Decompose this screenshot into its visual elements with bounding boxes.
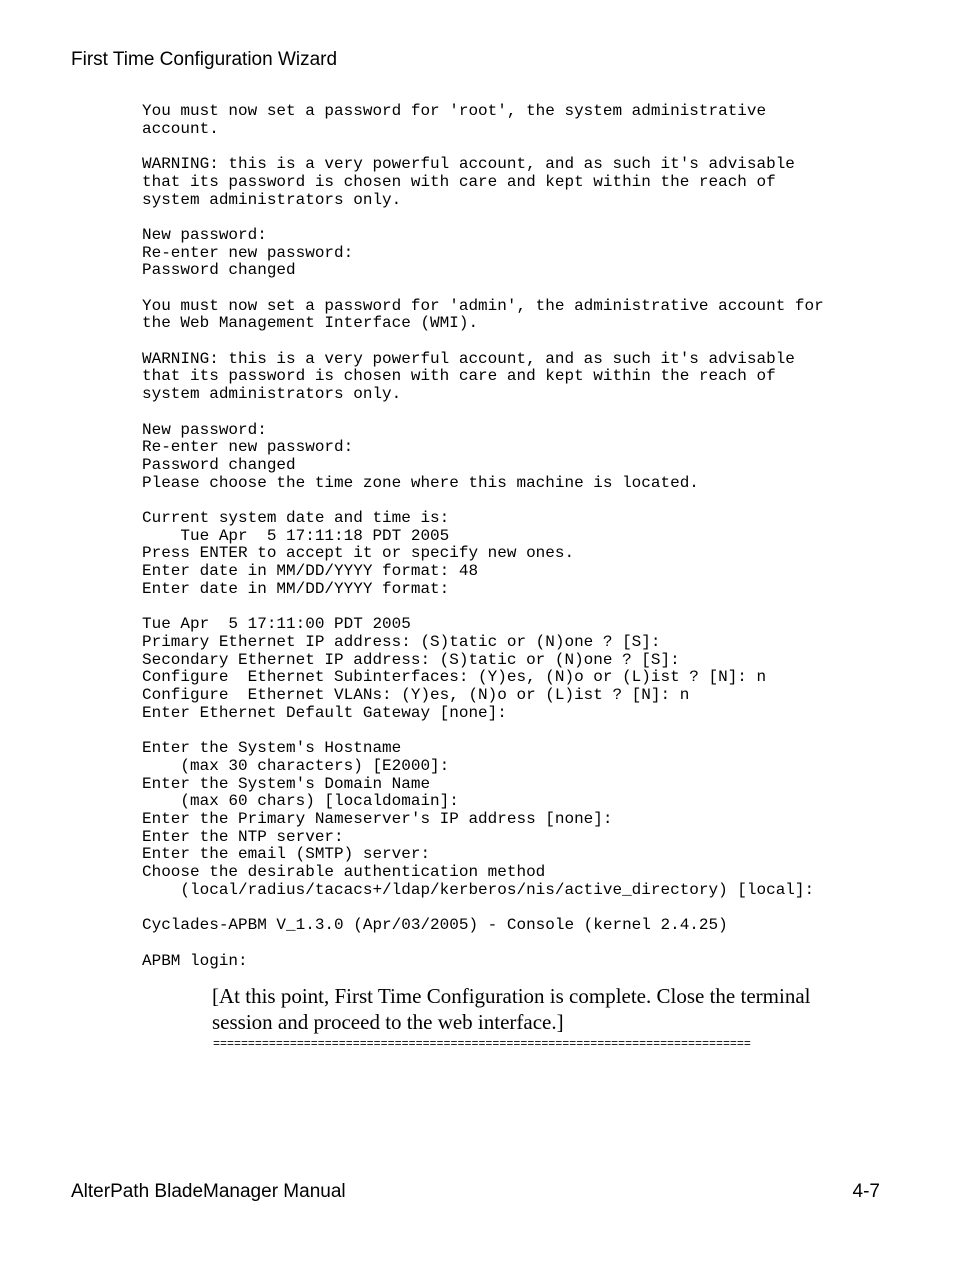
terminal-line <box>142 599 824 617</box>
terminal-line: Enter the NTP server: <box>142 827 344 846</box>
terminal-line: Current system date and time is: <box>142 509 450 528</box>
terminal-line: Tue Apr 5 17:11:18 PDT 2005 <box>142 526 450 545</box>
terminal-line: Enter Ethernet Default Gateway [none]: <box>142 703 507 722</box>
terminal-line: Configure Ethernet Subinterfaces: (Y)es, (N)o or (L)ist ? [N]: n <box>142 668 767 687</box>
note-underline-rule: ============================================================================= <box>213 1038 751 1051</box>
terminal-line: (max 60 chars) [localdomain]: <box>142 792 459 811</box>
terminal-line: Cyclades-APBM V_1.3.0 (Apr/03/2005) - Console (kernel 2.4.25) <box>142 916 728 935</box>
terminal-line: Enter date in MM/DD/YYYY format: 48 <box>142 562 479 581</box>
terminal-line: Re-enter new password: <box>142 243 354 262</box>
terminal-line: New password: <box>142 420 267 439</box>
terminal-line <box>142 333 824 351</box>
terminal-line: Enter date in MM/DD/YYYY format: <box>142 579 450 598</box>
terminal-line: Re-enter new password: <box>142 438 354 457</box>
terminal-line: (local/radius/tacacs+/ldap/kerberos/nis/active_directory) [local]: <box>142 880 815 899</box>
terminal-line <box>142 280 824 298</box>
terminal-line: Tue Apr 5 17:11:00 PDT 2005 <box>142 615 411 634</box>
terminal-line <box>142 900 824 918</box>
terminal-transcript <box>142 103 824 970</box>
terminal-line: Primary Ethernet IP address: (S)tatic or (N)one ? [S]: <box>142 632 661 651</box>
terminal-line: (max 30 characters) [E2000]: <box>142 756 450 775</box>
completion-note: [At this point, First Time Configuration is complete. Close the terminal session and proceed to the web interface.] <box>212 984 811 1034</box>
terminal-line: Secondary Ethernet IP address: (S)tatic or (N)one ? [S]: <box>142 650 680 669</box>
terminal-line: the Web Management Interface (WMI). <box>142 314 479 333</box>
terminal-line: Enter the Primary Nameserver's IP address [none]: <box>142 810 613 828</box>
terminal-line: Choose the desirable authentication method <box>142 863 546 882</box>
terminal-line: Enter the System's Hostname <box>142 739 402 758</box>
terminal-line: that its password is chosen with care and kept within the reach of <box>142 172 776 191</box>
page-number: 4-7 <box>852 1181 880 1202</box>
terminal-line: You must now set a password for 'root', the system administrative <box>142 102 767 120</box>
terminal-line: Password changed <box>142 455 296 474</box>
terminal-line: system administrators only. <box>142 385 402 404</box>
running-header: First Time Configuration Wizard <box>71 49 338 70</box>
terminal-line <box>142 209 824 227</box>
terminal-line: system administrators only. <box>142 190 402 209</box>
footer-manual-title: AlterPath BladeManager Manual <box>71 1181 346 1202</box>
terminal-line: Enter the email (SMTP) server: <box>142 845 431 864</box>
terminal-line: Password changed <box>142 261 296 280</box>
terminal-line: account. <box>142 119 219 138</box>
terminal-line: Press ENTER to accept it or specify new ones. <box>142 544 575 563</box>
terminal-line <box>142 492 824 510</box>
terminal-line: WARNING: this is a very powerful account, and as such it's advisable <box>142 349 795 368</box>
terminal-line: APBM login: <box>142 951 248 970</box>
terminal-line: New password: <box>142 225 267 244</box>
terminal-line <box>142 404 824 422</box>
terminal-line: Configure Ethernet VLANs: (Y)es, (N)o or (L)ist ? [N]: n <box>142 686 690 705</box>
terminal-line <box>142 138 824 156</box>
terminal-line: You must now set a password for 'admin', the administrative account for <box>142 296 824 315</box>
terminal-line: that its password is chosen with care and kept within the reach of <box>142 367 776 386</box>
terminal-line: WARNING: this is a very powerful account, and as such it's advisable <box>142 155 795 174</box>
terminal-line <box>142 723 824 741</box>
terminal-line <box>142 935 824 953</box>
terminal-line: Please choose the time zone where this machine is located. <box>142 473 699 492</box>
terminal-line: Enter the System's Domain Name <box>142 774 431 793</box>
